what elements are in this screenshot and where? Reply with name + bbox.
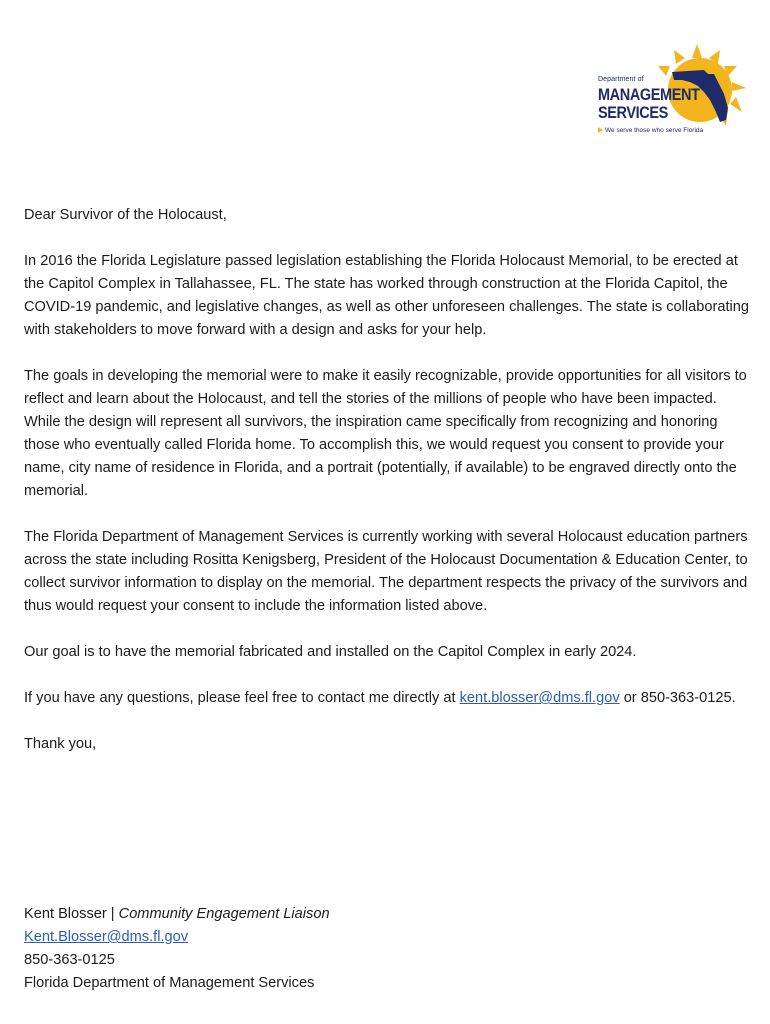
signature-email-line	[24, 926, 624, 949]
paragraph-3: The Florida Department of Management Services is currently working with several Holocaust education partners across the state including Rositta Kenigsberg, President of the Holocaust Documentation & Education Center, to collect survivor information to display on the memorial. The department respects the privacy of the survivors and thus would request your consent to include the information listed above.	[24, 529, 748, 614]
signature-organization: Florida Department of Management Services	[24, 975, 315, 991]
logo-line-2: SERVICES	[598, 104, 668, 123]
paragraph-1: In 2016 the Florida Legislature passed legislation establishing the Florida Holocaust Memorial, to be erected at the Capitol Complex in Tallahassee, FL. The state has worked through construction at the Florida Capitol, the COVID-19 pandemic, and legislative changes, as well as other unforeseen challenges. The state is collaborating with stakeholders to move forward with a design and asks for your help.	[24, 253, 749, 338]
contact-text-before: If you have any questions, please feel free to contact me directly at	[24, 690, 460, 706]
play-arrow-icon	[598, 127, 603, 133]
contact-text-after: or 850-363-0125.	[619, 690, 736, 706]
contact-email-link[interactable]: kent.blosser@dms.fl.gov	[459, 690, 620, 706]
logo-small-text: Department of	[598, 76, 644, 83]
paragraph-4: Our goal is to have the memorial fabricated and installed on the Capitol Complex in early 2024.	[24, 644, 637, 660]
dms-logo	[596, 42, 756, 138]
signature-block	[24, 903, 624, 995]
signature-separator: |	[106, 906, 119, 922]
salutation: Dear Survivor of the Holocaust,	[24, 207, 227, 223]
contact-paragraph	[24, 687, 749, 710]
letter-body	[24, 204, 749, 779]
paragraph-2: The goals in developing the memorial were to make it easily recognizable, provide opportunities for all visitors to reflect and learn about the Holocaust, and tell the stories of the millions of people who have been impacted. While the design will represent all survivors, the inspiration came specifically from recognizing and honoring those who eventually called Florida home. To accomplish this, we would request you consent to provide your name, city name of residence in Florida, and a portrait (potentially, if available) to be engraved directly onto the memorial.	[24, 368, 747, 499]
signature-name-line	[24, 903, 624, 926]
signature-email-link[interactable]: Kent.Blosser@dms.fl.gov	[24, 929, 189, 945]
signature-title: Community Engagement Liaison	[118, 906, 330, 922]
signature-name: Kent Blosser	[24, 906, 107, 922]
logo-tagline-text: We serve those who serve Florida	[605, 127, 704, 134]
logo-tagline	[598, 127, 703, 134]
logo-line-1: MANAGEMENT	[598, 86, 700, 105]
closing: Thank you,	[24, 736, 97, 752]
signature-phone: 850-363-0125	[24, 952, 115, 968]
